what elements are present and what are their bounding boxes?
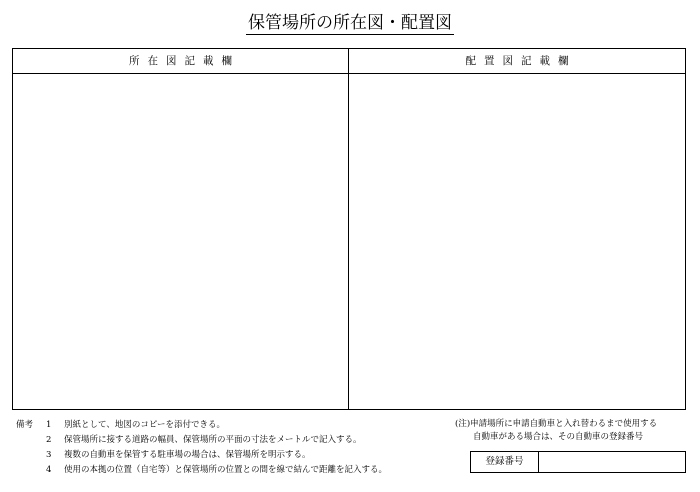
remark-line-1: (注)申請場所に申請自動車と入れ替わるまで使用する [455,419,658,429]
layout-diagram-section [349,49,685,409]
notes-list [46,418,466,478]
notes-label: 備考 [16,420,34,430]
note-item [46,463,466,478]
note-item [46,433,466,448]
note-number: 1 [46,420,52,430]
location-map-area[interactable] [13,74,348,409]
registration-number-field[interactable] [539,452,685,472]
form-title-text: 保管場所の所在図・配置図 [248,13,452,33]
diagram-frame [12,48,686,410]
form-title [0,10,700,36]
note-text: 保管場所に接する道路の幅員、保管場所の平面の寸法をメートルで記入する。 [64,435,362,445]
layout-diagram-header: 配置図記載欄 [349,49,685,74]
note-item [46,418,466,433]
note-number: 4 [46,465,52,475]
registration-number-box [470,451,686,473]
note-text: 使用の本拠の位置（自宅等）と保管場所の位置との間を線で結んで距離を記入する。 [64,465,388,475]
note-item [46,448,466,463]
remark-line-2: 自動車がある場合は、その自動車の登録番号 [473,432,644,442]
location-map-section [13,49,349,409]
location-map-header: 所在図記載欄 [13,49,348,74]
registration-number-label: 登録番号 [471,452,539,472]
layout-diagram-area[interactable] [349,74,685,409]
note-number: 3 [46,450,52,460]
note-text: 別紙として、地図のコピーを添付できる。 [64,420,225,430]
note-number: 2 [46,435,52,445]
remark-note [455,418,690,444]
note-text: 複数の自動車を保管する駐車場の場合は、保管場所を明示する。 [64,450,311,460]
